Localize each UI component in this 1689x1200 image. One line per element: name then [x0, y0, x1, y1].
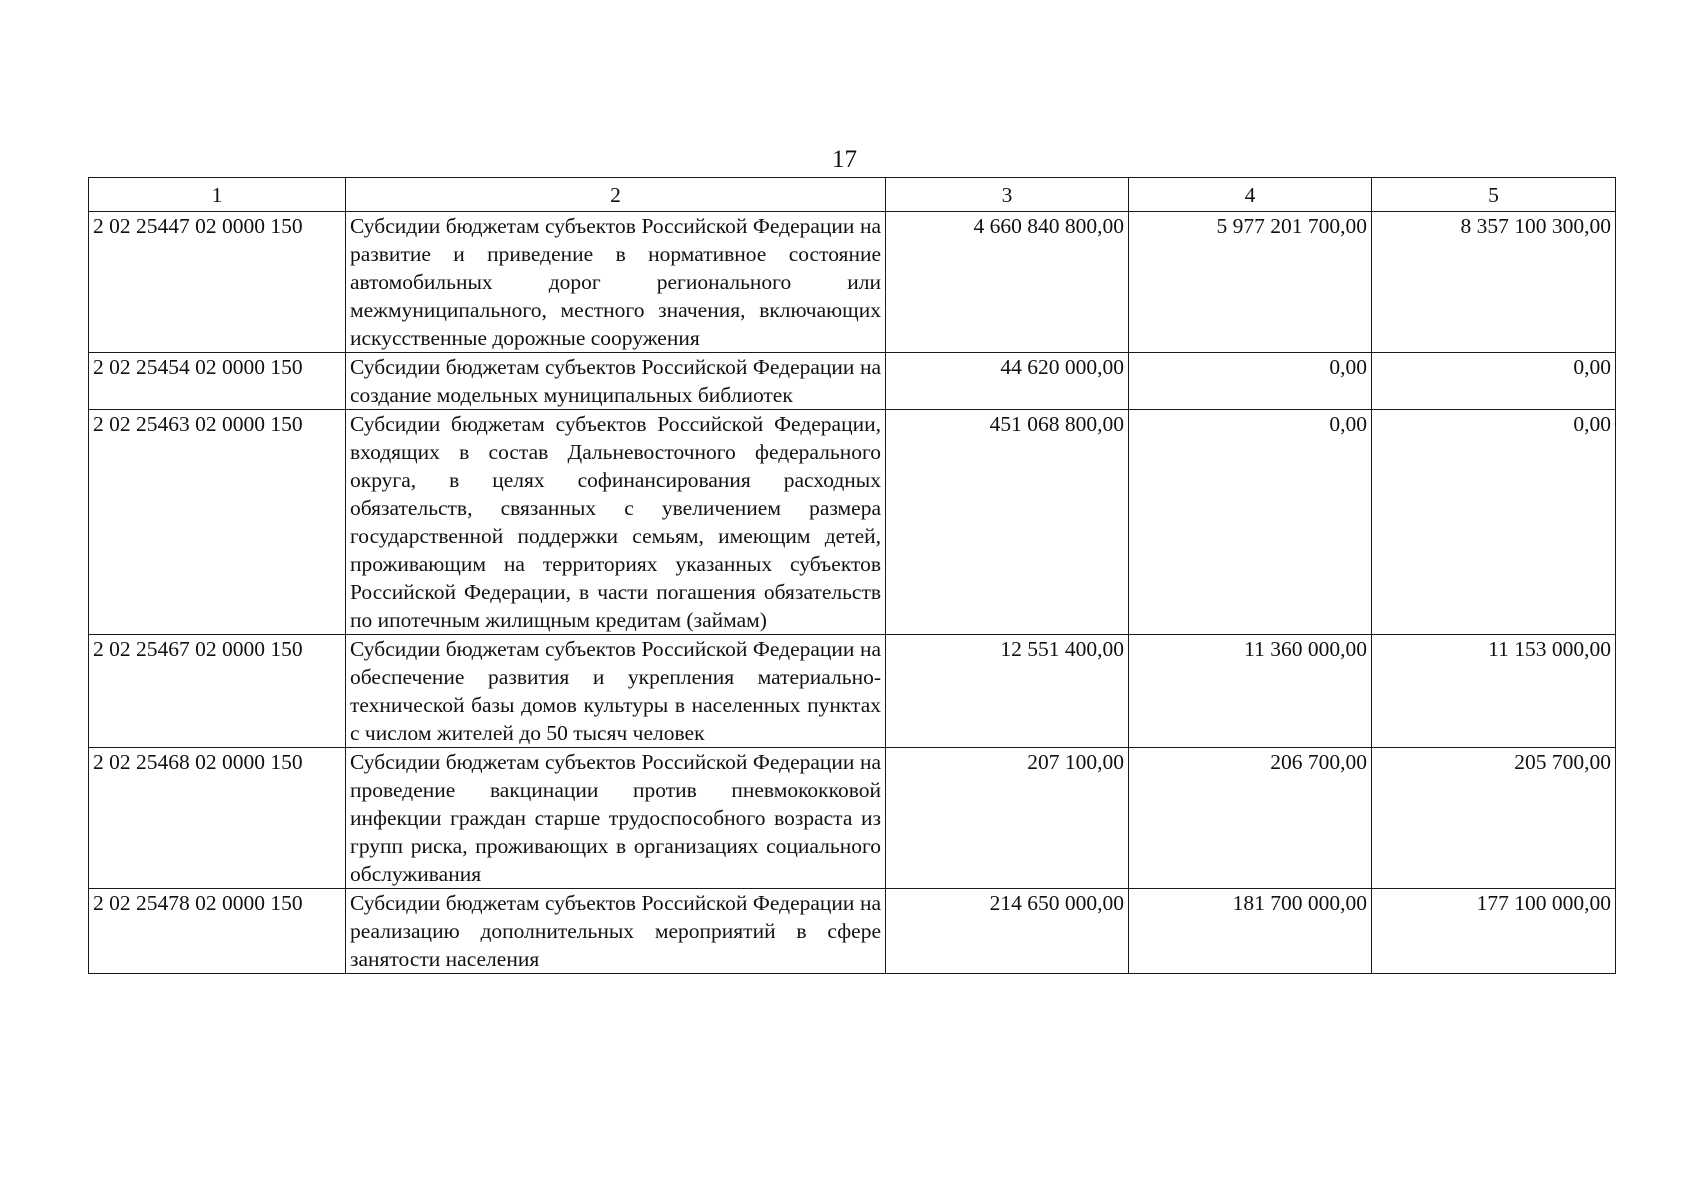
row-description: Субсидии бюджетам субъектов Российской Федерации на развитие и приведение в нормативное состояние автомобильных дорог регионального или межмуниципального, местного значения, включающих искусственные дорожные сооружения: [346, 212, 886, 353]
amount-col-4: 0,00: [1129, 353, 1372, 410]
row-description: Субсидии бюджетам субъектов Российской Федерации, входящих в состав Дальневосточного федерального округа, в целях софинансирования расходных обязательств, связанных с увеличением размера государственной поддержки семьям, имеющим детей, проживающим на территориях указанных субъектов Российской Федерации, в части погашения обязательств по ипотечным жилищным кредитам (займам): [346, 410, 886, 635]
amount-col-3: 4 660 840 800,00: [886, 212, 1129, 353]
budget-code: 2 02 25447 02 0000 150: [89, 212, 346, 353]
column-header-2: 2: [346, 178, 886, 212]
budget-code: 2 02 25478 02 0000 150: [89, 889, 346, 974]
table-header-row: [89, 178, 1616, 212]
table-row: [89, 410, 1616, 635]
table-row: [89, 212, 1616, 353]
table-row: [89, 635, 1616, 748]
column-header-1: 1: [89, 178, 346, 212]
budget-code: 2 02 25454 02 0000 150: [89, 353, 346, 410]
amount-col-3: 12 551 400,00: [886, 635, 1129, 748]
amount-col-3: 451 068 800,00: [886, 410, 1129, 635]
table-row: [89, 889, 1616, 974]
amount-col-5: 0,00: [1372, 410, 1616, 635]
row-description: Субсидии бюджетам субъектов Российской Федерации на реализацию дополнительных мероприятий в сфере занятости населения: [346, 889, 886, 974]
amount-col-4: 11 360 000,00: [1129, 635, 1372, 748]
amount-col-5: 177 100 000,00: [1372, 889, 1616, 974]
column-header-4: 4: [1129, 178, 1372, 212]
table-row: [89, 748, 1616, 889]
budget-table: [88, 177, 1616, 974]
column-header-3: 3: [886, 178, 1129, 212]
table-row: [89, 353, 1616, 410]
row-description: Субсидии бюджетам субъектов Российской Федерации на проведение вакцинации против пневмококковой инфекции граждан старше трудоспособного возраста из групп риска, проживающих в организациях социального обслуживания: [346, 748, 886, 889]
amount-col-4: 0,00: [1129, 410, 1372, 635]
budget-code: 2 02 25467 02 0000 150: [89, 635, 346, 748]
amount-col-3: 207 100,00: [886, 748, 1129, 889]
row-description: Субсидии бюджетам субъектов Российской Федерации на создание модельных муниципальных библиотек: [346, 353, 886, 410]
amount-col-3: 214 650 000,00: [886, 889, 1129, 974]
row-description: Субсидии бюджетам субъектов Российской Федерации на обеспечение развития и укрепления материально-технической базы домов культуры в населенных пунктах с числом жителей до 50 тысяч человек: [346, 635, 886, 748]
amount-col-5: 205 700,00: [1372, 748, 1616, 889]
budget-code: 2 02 25463 02 0000 150: [89, 410, 346, 635]
amount-col-5: 11 153 000,00: [1372, 635, 1616, 748]
budget-code: 2 02 25468 02 0000 150: [89, 748, 346, 889]
amount-col-5: 0,00: [1372, 353, 1616, 410]
amount-col-4: 5 977 201 700,00: [1129, 212, 1372, 353]
amount-col-4: 181 700 000,00: [1129, 889, 1372, 974]
amount-col-3: 44 620 000,00: [886, 353, 1129, 410]
amount-col-4: 206 700,00: [1129, 748, 1372, 889]
column-header-5: 5: [1372, 178, 1616, 212]
amount-col-5: 8 357 100 300,00: [1372, 212, 1616, 353]
page-number: 17: [832, 146, 857, 173]
